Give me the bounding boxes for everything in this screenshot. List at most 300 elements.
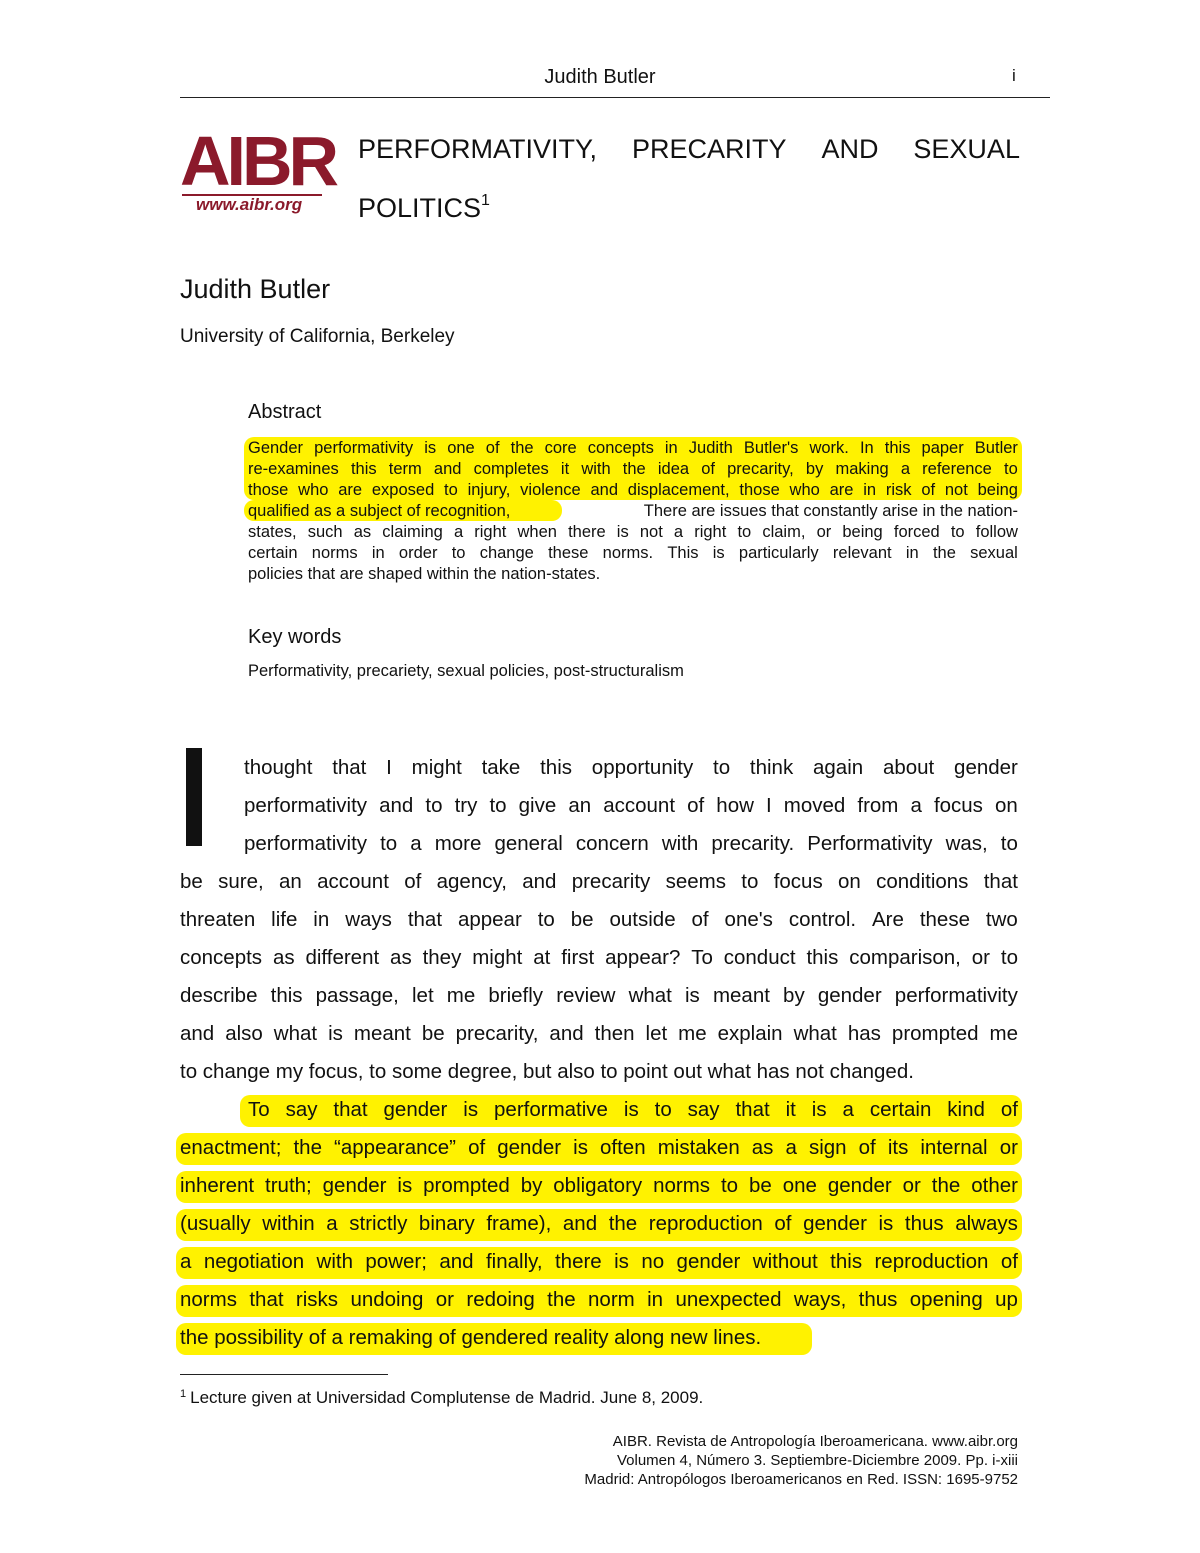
word: is xyxy=(463,1098,479,1121)
body-line xyxy=(180,1249,1018,1275)
word: agency, xyxy=(436,870,507,893)
word: sexual xyxy=(970,544,1018,562)
word: and xyxy=(562,1212,598,1235)
word: and xyxy=(433,460,462,478)
word: and xyxy=(522,870,557,893)
body-line xyxy=(180,1211,1018,1237)
word: are xyxy=(829,481,854,499)
word: to xyxy=(380,832,398,855)
word: by xyxy=(520,1174,543,1197)
keywords-heading: Key words xyxy=(248,626,342,648)
word: truth; xyxy=(265,1174,312,1197)
word: describe xyxy=(180,984,258,1007)
title-word: PERFORMATIVITY, xyxy=(358,134,598,164)
journal-citation-line-3: Madrid: Antropólogos Iberoamericanos en Red. ISSN: 1695-9752 xyxy=(584,1471,1018,1488)
word: of xyxy=(858,1136,876,1159)
word: of xyxy=(921,481,936,499)
word: claiming xyxy=(382,523,443,541)
word: or xyxy=(816,523,832,541)
word: that xyxy=(333,1098,368,1121)
body-line: to change my focus, to some degree, but also to point out what has not changed. xyxy=(180,1060,914,1083)
word: To xyxy=(248,1098,270,1121)
word: is xyxy=(614,1250,629,1273)
word: then xyxy=(594,1022,635,1045)
word: threaten xyxy=(180,908,256,931)
keywords-text: Performativity, precariety, sexual policies, post-structuralism xyxy=(248,662,684,680)
word: injury, xyxy=(467,481,511,499)
word: concepts xyxy=(180,946,263,969)
word: conduct xyxy=(723,946,796,969)
word: ways xyxy=(345,908,392,931)
word: let xyxy=(411,984,434,1007)
word: “appearance” xyxy=(334,1136,456,1159)
page-number: i xyxy=(1012,66,1016,85)
word: such xyxy=(307,523,343,541)
word: opportunity xyxy=(591,756,694,779)
word: the xyxy=(547,1288,576,1311)
journal-citation-line-2: Volumen 4, Número 3. Septiembre-Diciembre 2009. Pp. i-xiii xyxy=(616,1452,1018,1469)
word: account xyxy=(603,794,676,817)
word: the xyxy=(932,544,956,562)
word: norms. xyxy=(602,544,654,562)
word: binary xyxy=(418,1212,475,1235)
word: core xyxy=(544,439,577,457)
word: be xyxy=(421,1022,445,1045)
word: often xyxy=(600,1136,646,1159)
word: by xyxy=(783,984,805,1007)
word: those xyxy=(248,481,289,499)
word: that xyxy=(249,1288,284,1311)
word: a xyxy=(673,523,684,541)
title-word: SEXUAL xyxy=(913,134,1020,164)
word: reproduction xyxy=(874,1250,989,1273)
word: at xyxy=(533,946,551,969)
word: that xyxy=(983,870,1018,893)
word: gender xyxy=(322,1174,387,1197)
word: Are xyxy=(872,908,904,931)
word: to xyxy=(713,756,731,779)
word: is xyxy=(397,1174,413,1197)
word: of xyxy=(468,1136,486,1159)
word: without xyxy=(752,1250,818,1273)
word: to xyxy=(950,523,965,541)
word: this xyxy=(540,756,573,779)
word: being xyxy=(842,523,883,541)
title-word: AND xyxy=(821,134,879,164)
word: me xyxy=(678,1022,707,1045)
word: different xyxy=(305,946,380,969)
journal-citation-line-1: AIBR. Revista de Antropología Iberoamericana. www.aibr.org xyxy=(612,1433,1018,1450)
word: be xyxy=(749,1174,772,1197)
word: precarity, xyxy=(727,460,794,478)
word: account xyxy=(317,870,389,893)
word: risk xyxy=(885,481,912,499)
word: of xyxy=(1000,1250,1018,1273)
word: one xyxy=(782,1174,817,1197)
word: is xyxy=(685,984,700,1007)
word: me xyxy=(989,1022,1018,1045)
word: of xyxy=(691,908,709,931)
body-line xyxy=(180,907,1018,933)
word: mistaken xyxy=(657,1136,740,1159)
word: first xyxy=(561,946,595,969)
word: as xyxy=(390,946,412,969)
word: term xyxy=(388,460,422,478)
body-line xyxy=(180,1021,1018,1047)
word: Butler xyxy=(974,439,1018,457)
word: to xyxy=(737,523,752,541)
word: of xyxy=(404,870,422,893)
word: appear? xyxy=(605,946,681,969)
word: on xyxy=(995,794,1018,817)
word: that xyxy=(735,1098,770,1121)
word: those xyxy=(739,481,780,499)
word: a xyxy=(910,794,922,817)
word: gender xyxy=(497,1136,562,1159)
word: a xyxy=(453,523,464,541)
word: displacement, xyxy=(627,481,730,499)
author-name: Judith Butler xyxy=(180,274,331,304)
word: again xyxy=(813,756,864,779)
word: try xyxy=(454,794,478,817)
word: in xyxy=(371,544,385,562)
word: a xyxy=(900,460,911,478)
word: as xyxy=(272,946,295,969)
word: a xyxy=(326,1212,338,1235)
word: claim, xyxy=(762,523,806,541)
author-affiliation: University of California, Berkeley xyxy=(180,326,455,347)
abstract-line-part: qualified as a subject of recognition, xyxy=(248,502,511,520)
word: one's xyxy=(724,908,773,931)
word: being xyxy=(977,481,1018,499)
word: gender xyxy=(383,1098,448,1121)
body-line xyxy=(180,945,1018,971)
word: there xyxy=(568,523,606,541)
word: Gender xyxy=(248,439,304,457)
word: are xyxy=(338,481,363,499)
word: right xyxy=(694,523,727,541)
word: norms xyxy=(180,1288,237,1311)
word: thus xyxy=(858,1288,898,1311)
word: concern xyxy=(575,832,649,855)
body-line xyxy=(244,755,1018,781)
word: exposed xyxy=(371,481,435,499)
word: no xyxy=(641,1250,665,1273)
word: concepts xyxy=(587,439,654,457)
word: thus xyxy=(904,1212,944,1235)
title-word: POLITICS xyxy=(358,193,482,223)
word: prompted xyxy=(423,1174,510,1197)
word: with xyxy=(581,460,611,478)
word: the xyxy=(510,439,534,457)
abstract-heading: Abstract xyxy=(248,401,322,423)
body-line xyxy=(180,1287,1018,1313)
word: of xyxy=(1000,1098,1018,1121)
word: the xyxy=(931,1174,961,1197)
word: there xyxy=(554,1250,602,1273)
header-rule xyxy=(180,97,1050,98)
word: or xyxy=(999,1136,1018,1159)
drop-cap-text xyxy=(186,748,202,846)
word: passage, xyxy=(315,984,399,1007)
word: to xyxy=(741,870,759,893)
word: with xyxy=(661,832,699,855)
word: be xyxy=(180,870,203,893)
word: let xyxy=(645,1022,668,1045)
word: control. xyxy=(788,908,857,931)
word: Judith xyxy=(688,439,733,457)
word: this xyxy=(350,460,377,478)
word: might xyxy=(472,946,523,969)
word: more xyxy=(434,832,482,855)
word: norm xyxy=(588,1288,635,1311)
word: of xyxy=(774,1212,792,1235)
word: enactment; xyxy=(180,1136,282,1159)
word: take xyxy=(481,756,521,779)
footnote-mark: 1 xyxy=(180,1388,187,1400)
logo-url: www.aibr.org xyxy=(196,195,303,214)
word: precarity. xyxy=(711,832,795,855)
word: of xyxy=(701,460,715,478)
word: one xyxy=(447,439,475,457)
word: be xyxy=(570,908,594,931)
word: to xyxy=(1000,946,1018,969)
word: has xyxy=(847,1022,881,1045)
word: the xyxy=(608,1212,638,1235)
word: strictly xyxy=(349,1212,408,1235)
word: performativity xyxy=(244,794,368,817)
word: I xyxy=(386,756,392,779)
word: precarity, xyxy=(455,1022,539,1045)
word: focus xyxy=(773,870,823,893)
word: kind xyxy=(947,1098,985,1121)
word: particularly xyxy=(738,544,819,562)
aibr-logo: AIBR xyxy=(180,122,336,200)
word: who xyxy=(789,481,820,499)
word: outside xyxy=(609,908,676,931)
word: in xyxy=(863,481,877,499)
word: follow xyxy=(975,523,1018,541)
word: a xyxy=(842,1098,854,1121)
word: idea xyxy=(657,460,690,478)
word: life xyxy=(271,908,298,931)
word: from xyxy=(857,794,899,817)
word: me xyxy=(446,984,476,1007)
word: performativity xyxy=(244,832,368,855)
body-line xyxy=(180,983,1018,1009)
body-line xyxy=(180,1173,1018,1199)
word: other xyxy=(971,1174,1018,1197)
word: review xyxy=(556,984,616,1007)
word: this xyxy=(270,984,303,1007)
word: Performativity xyxy=(807,832,933,855)
word: not xyxy=(944,481,968,499)
word: as xyxy=(751,1136,774,1159)
word: (usually xyxy=(180,1212,251,1235)
word: unexpected xyxy=(675,1288,782,1311)
word: states, xyxy=(248,523,297,541)
word: think xyxy=(749,756,794,779)
word: is xyxy=(712,544,725,562)
word: give xyxy=(518,794,557,817)
word: Butler's xyxy=(743,439,799,457)
title-footnote-mark[interactable]: 1 xyxy=(481,192,490,209)
word: obligatory xyxy=(553,1174,643,1197)
word: or xyxy=(971,946,990,969)
word: as xyxy=(353,523,372,541)
word: on xyxy=(838,870,861,893)
word: to xyxy=(537,908,555,931)
word: the xyxy=(622,460,646,478)
word: when xyxy=(517,523,557,541)
word: in xyxy=(905,544,919,562)
word: is xyxy=(623,1098,639,1121)
word: these xyxy=(919,908,970,931)
word: norms xyxy=(653,1174,711,1197)
word: internal xyxy=(920,1136,988,1159)
word: it xyxy=(560,460,570,478)
word: order xyxy=(398,544,438,562)
footnote-rule xyxy=(180,1374,388,1375)
word: seems xyxy=(665,870,726,893)
word: is xyxy=(616,523,629,541)
word: reproduction xyxy=(648,1212,763,1235)
paper-title-line-2 xyxy=(358,183,490,226)
word: up xyxy=(995,1288,1018,1311)
word: to xyxy=(425,794,443,817)
word: violence xyxy=(520,481,581,499)
word: certain xyxy=(869,1098,932,1121)
word: re-examines xyxy=(248,460,339,478)
word: the xyxy=(293,1136,322,1159)
word: relevant xyxy=(832,544,892,562)
word: to xyxy=(444,481,458,499)
paper-title-line-1 xyxy=(358,131,1020,167)
word: gender xyxy=(676,1250,741,1273)
word: moved xyxy=(783,794,846,817)
word: to xyxy=(451,544,466,562)
word: an xyxy=(278,870,302,893)
word: that xyxy=(332,756,367,779)
running-head: Judith Butler xyxy=(544,66,656,88)
word: gender xyxy=(803,1212,867,1235)
word: reference xyxy=(922,460,992,478)
abstract-line xyxy=(248,480,1018,500)
word: what xyxy=(273,1022,318,1045)
word: gender xyxy=(954,756,1018,779)
word: an xyxy=(568,794,592,817)
word: to xyxy=(654,1098,672,1121)
body-line xyxy=(180,869,1018,895)
word: norms xyxy=(311,544,358,562)
word: inherent xyxy=(180,1174,255,1197)
abstract-line xyxy=(248,543,1018,563)
word: gender xyxy=(817,984,882,1007)
word: finally, xyxy=(485,1250,543,1273)
word: in xyxy=(313,908,330,931)
word: general xyxy=(494,832,563,855)
word: or xyxy=(902,1174,921,1197)
word: performativity xyxy=(894,984,1018,1007)
word: this xyxy=(830,1250,863,1273)
word: opening xyxy=(909,1288,983,1311)
word: briefly xyxy=(488,984,544,1007)
word: was, xyxy=(945,832,988,855)
body-line: the possibility of a remaking of gendered reality along new lines. xyxy=(180,1326,762,1349)
word: a xyxy=(785,1136,797,1159)
body-line xyxy=(244,831,1018,857)
word: power; xyxy=(365,1250,427,1273)
word: to xyxy=(720,1174,739,1197)
word: they xyxy=(422,946,462,969)
word: is xyxy=(573,1136,588,1159)
word: gender xyxy=(827,1174,892,1197)
word: frame), xyxy=(486,1212,552,1235)
word: this xyxy=(884,439,911,457)
word: also xyxy=(225,1022,263,1045)
word: focus xyxy=(933,794,983,817)
word: negotiation xyxy=(203,1250,305,1273)
word: and xyxy=(549,1022,584,1045)
word: that xyxy=(407,908,443,931)
abstract-line xyxy=(248,501,1018,521)
word: two xyxy=(985,908,1018,931)
word: this xyxy=(806,946,839,969)
word: what xyxy=(628,984,672,1007)
word: by xyxy=(805,460,824,478)
footnote-text: Lecture given at Universidad Complutense de Madrid. June 8, 2009. xyxy=(190,1388,704,1407)
word: completes xyxy=(473,460,549,478)
word: conditions xyxy=(876,870,969,893)
word: appear xyxy=(457,908,522,931)
word: about xyxy=(882,756,935,779)
word: thought xyxy=(244,756,313,779)
word: its xyxy=(887,1136,909,1159)
word: meant xyxy=(712,984,770,1007)
word: always xyxy=(955,1212,1018,1235)
word: sure, xyxy=(218,870,264,893)
abstract-line xyxy=(248,459,1018,479)
abstract-line xyxy=(248,522,1018,542)
word: In xyxy=(859,439,874,457)
word: ways, xyxy=(793,1288,847,1311)
word: and xyxy=(439,1250,474,1273)
word: undoing xyxy=(350,1288,424,1311)
word: is xyxy=(424,439,437,457)
word: To xyxy=(691,946,713,969)
footnote xyxy=(180,1388,703,1408)
word: making xyxy=(835,460,889,478)
body-line xyxy=(248,1097,1018,1123)
word: who xyxy=(298,481,329,499)
word: a xyxy=(180,1250,192,1273)
word: how xyxy=(716,794,754,817)
word: to xyxy=(1000,832,1018,855)
word: I xyxy=(765,794,772,817)
word: sign xyxy=(808,1136,847,1159)
word: what xyxy=(793,1022,837,1045)
word: not xyxy=(639,523,663,541)
word: explain xyxy=(717,1022,783,1045)
word: in xyxy=(647,1288,664,1311)
word: work. xyxy=(809,439,849,457)
word: certain xyxy=(248,544,298,562)
word: and xyxy=(379,794,414,817)
word: these xyxy=(548,544,589,562)
word: performative xyxy=(494,1098,608,1121)
abstract-line xyxy=(248,438,1018,458)
word: is xyxy=(878,1212,894,1235)
